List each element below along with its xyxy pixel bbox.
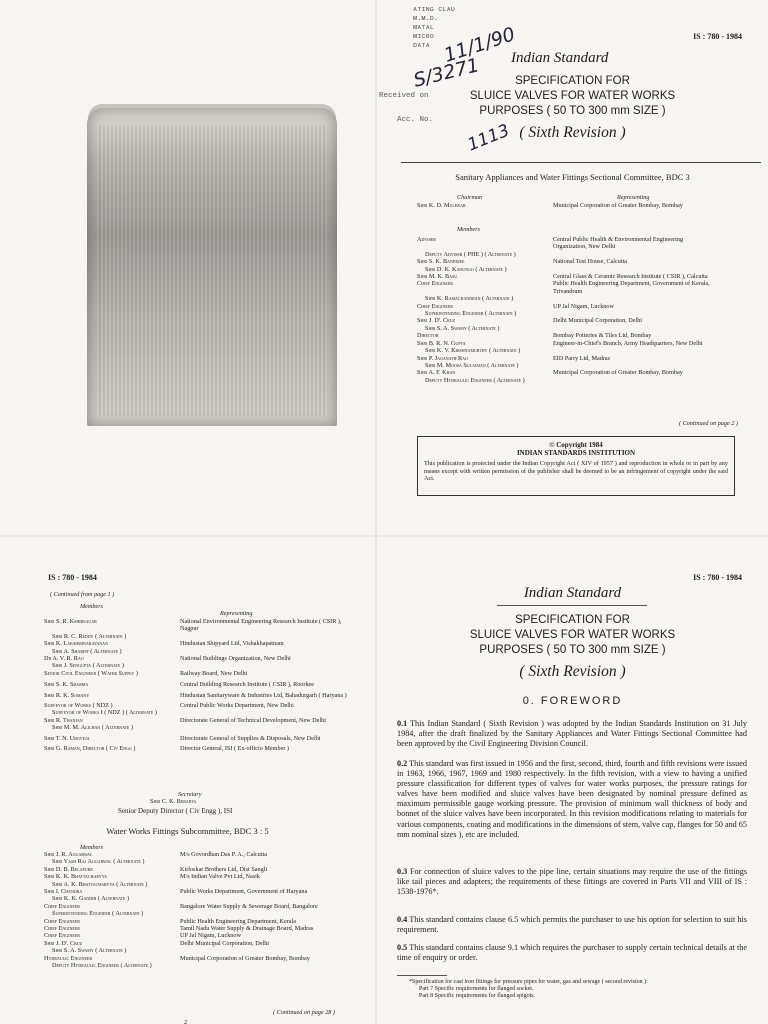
page-bottom-right: [377, 537, 768, 1024]
member-name: Shri Yash Raj Aggarwal ( Alternate ): [52, 858, 145, 866]
member-rep: Hindustan Shipyard Ltd, Vishakhapatnam: [180, 640, 284, 648]
member-name: Shri T. N. Uboveja: [44, 734, 90, 742]
secretary-name: Shri C. K. Bebarta: [150, 798, 197, 805]
member-name: Superintending Engineer ( Alternate ): [52, 910, 144, 918]
title-line-2: SLUICE VALVES FOR WATER WORKS: [469, 629, 676, 641]
member-name: Shri R. K. Somany: [44, 691, 90, 699]
member-row: [44, 947, 360, 954]
member-rep: Central Glass & Ceramic Research Institute ( CSIR ), Calcutta: [553, 273, 708, 281]
para-0-1: [397, 719, 747, 749]
member-name: Shri S. R. Kshirsagar: [44, 618, 97, 625]
member-name: Senior Civil Engineer ( Water Supply ): [44, 669, 138, 677]
page-bottom-left: [0, 537, 375, 1024]
member-row: [417, 362, 717, 369]
member-row: [417, 332, 717, 339]
stamp-acc-no: Acc. No.: [397, 116, 434, 124]
footnote: *Specification for cast iron fittings for pressure pipes for water, gas and sewage ( second revision ):: [409, 979, 648, 985]
member-name: Superintending Engineer ( Alternate ): [425, 310, 517, 318]
committee-title: Sanitary Appliances and Water Fittings Sectional Committee, BDC 3: [455, 172, 690, 182]
members-heading: Members: [80, 603, 104, 610]
member-rep: Delhi Municipal Corporation, Delhi: [180, 939, 270, 947]
copyright-line: © Copyright 1984: [549, 441, 603, 449]
member-row: [417, 325, 717, 332]
member-rep: UP Jal Nigam, Lucknow: [553, 302, 614, 310]
member-row: [44, 745, 360, 752]
para-text: This standard was first issued in 1956 and the first, second, third, fourth and fifth revisions were issued in 1963, 1966, 1967, 1969 and 1980 respectively. In the fifth revision, with a view to having a unified pressure classification for different types of valves for water works purposes, the pressure ratings for valves have been modified and sluice valves have been designated by nominal pressure defined as maximum permissible gauge working pressure. The provision of minimum wall thickness of body and bonnet of the sluice valves have been incorporated. In this revision modifications relating to materials for various components, coating and modifications in the dimensions of stem, valve cap, flanges for 50 and 65 mm nominal sizes ), etc are included.: [397, 759, 747, 839]
footnote: Part 7 Specific requirements for flanged socket.: [419, 986, 534, 992]
stamp-received: Received on: [379, 92, 429, 100]
member-rep: [188, 910, 360, 917]
divider: [401, 162, 761, 163]
member-name: Hydraulic Engineer: [44, 954, 93, 962]
sub-members-heading: Members: [80, 844, 104, 851]
handwritten-sign: 1113: [464, 120, 513, 156]
member-row: [417, 280, 717, 295]
member-name: Deputy Adviser ( PHE ) ( Alternate ): [425, 250, 516, 258]
member-name: Chief Engineer: [417, 302, 453, 310]
member-rep: Municipal Corporation of Greater Bombay, Bombay: [553, 202, 683, 209]
is-number: IS : 780 - 1984: [48, 573, 97, 582]
member-row: [44, 618, 360, 633]
member-name: Shri J. Sengupta ( Alternate ): [52, 662, 124, 670]
member-rep: Engineer-in-Chief's Branch, Army Headquarters, New Delhi: [553, 339, 703, 347]
member-row: [44, 940, 360, 947]
member-row: [44, 888, 360, 895]
member-name: Shri M. Moosa Sulaiman ( Alternate ): [425, 361, 519, 369]
copyright-text: This publication is protected under the Indian Copyright Act ( XIV of 1957 ) and reproduction in whole or in part by any means except with written permission of the publisher shall be deemed to be an infringement of copyright under the said Act.: [424, 460, 728, 483]
members-list: [417, 236, 717, 384]
para-number: 0.1: [397, 719, 408, 728]
member-rep: Hindustan Sanitaryware & Industries Ltd, Bahadurgarh ( Haryana ): [180, 691, 347, 699]
member-name: Director: [417, 332, 439, 340]
stamp-line: ᴍᴀᴛᴀʟ: [413, 24, 435, 32]
member-row: [44, 903, 360, 910]
member-row: [417, 340, 717, 347]
member-name: Shri D. K. Kanungo ( Alternate ): [425, 265, 507, 273]
continued-note: ( Continued on page 2 ): [679, 420, 738, 427]
secretary-heading: Secretary: [178, 791, 202, 798]
member-rep: Directorate General of Supplies & Disposals, New Delhi: [180, 734, 321, 742]
member-rep: [188, 947, 360, 954]
member-rep: National Environmental Engineering Research Institute ( CSIR ), Nagpur: [180, 618, 342, 633]
member-row: [44, 633, 360, 640]
para-text: This standard contains clause 6.5 which permits the purchaser to use his option for selection to suit his requirement.: [397, 915, 747, 935]
member-rep: Central Public Works Department, New Delhi: [180, 702, 294, 710]
stamp-line: ᴅᴀᴛᴀ: [413, 42, 430, 50]
member-row: [417, 347, 717, 354]
title-line-1: SPECIFICATION FOR: [515, 614, 630, 626]
member-name: Shri M. K. Basu: [417, 273, 458, 281]
handwritten-date: 11/1/90: [441, 23, 518, 67]
member-name: Shri A. K. Bhattacharyya ( Alternate ): [52, 880, 148, 888]
member-name: Deputy Hydraulic Engineer ( Alternate ): [52, 962, 152, 970]
member-row: [44, 925, 360, 932]
member-name: Chief Engineer: [44, 917, 80, 925]
member-rep: Public Health Engineering Department, Kerala: [180, 917, 296, 925]
copyright-box: [417, 436, 735, 496]
member-row: [44, 648, 360, 655]
member-row: [44, 709, 360, 716]
member-rep: [188, 633, 360, 640]
title-revision: ( Sixth Revision ): [519, 663, 626, 680]
footnotes: [397, 979, 747, 1000]
member-row: [44, 655, 360, 662]
member-rep: EID Parry Ltd, Madras: [553, 354, 611, 362]
member-name: Shri J. D'. Cruz: [417, 317, 456, 325]
member-rep: [561, 266, 717, 273]
member-name: Shri K. V. Krishnamurthy ( Alternate ): [425, 347, 521, 355]
secretary-title: Senior Deputy Director ( Civ Engg ), ISI: [118, 807, 233, 815]
member-name: Dr A. V. R. Rao: [44, 655, 84, 663]
member-row: [417, 317, 717, 324]
member-row: [417, 273, 717, 280]
member-row: [44, 858, 360, 865]
member-name: Shri D. B. Belapure: [44, 865, 93, 873]
member-rep: Municipal Corporation of Greater Bombay, Bombay: [180, 954, 310, 962]
stamp-line: ᴍ.ᴍ.ᴅ.: [413, 15, 439, 23]
representing-heading: Representing: [617, 194, 650, 201]
member-rep: M/s Govordhan Das P. A., Calcutta: [180, 851, 267, 858]
member-row: [417, 355, 717, 362]
para-0-4: [397, 915, 747, 935]
para-0-2: [397, 759, 747, 840]
member-rep: Kirloskar Brothers Ltd, Dist Sangli: [180, 865, 268, 873]
member-row: [44, 866, 360, 873]
member-name: Shri S. A. Swamy ( Alternate ): [425, 324, 500, 332]
title-indian-standard: Indian Standard: [523, 585, 622, 601]
member-name: Shri S. A. Swamy ( Alternate ): [52, 947, 127, 955]
member-name: Shri K. Ramachandran ( Alternate ): [425, 295, 514, 303]
member-rep: [561, 251, 717, 258]
member-row: [417, 258, 717, 265]
member-row: [44, 670, 360, 677]
title-indian-standard: Indian Standard: [511, 50, 609, 66]
member-row: [44, 932, 360, 939]
title-block: [377, 613, 768, 658]
member-name: Shri B. R. N. Gupta: [417, 339, 466, 347]
representing-heading: Representing: [220, 610, 253, 617]
member-row: [44, 962, 360, 969]
member-rep: M/s Indian Valve Pvt Ltd, Nasik: [180, 873, 260, 881]
member-row: [44, 717, 360, 724]
member-rep: Directorate General of Technical Development, New Delhi: [180, 716, 326, 724]
para-number: 0.5: [397, 943, 408, 952]
stamp-line: ᴀᴛɪɴɢ ᴄʟᴀᴜ: [413, 6, 456, 14]
footnote-rule: [397, 975, 447, 976]
member-row: [417, 266, 717, 273]
member-name: Chief Engineer: [417, 280, 453, 288]
member-name: Shri S. K. Banerjee: [417, 258, 465, 266]
page-top-left: [0, 0, 375, 535]
member-name: Shri I. Chandra: [44, 888, 83, 896]
footnote: Part 8 Specific requirements for flanged spigots.: [419, 993, 536, 999]
member-name: Surveyor of Works I ( NDZ ) ( Alternate ): [52, 709, 157, 717]
title-block: [377, 74, 768, 119]
member-row: [44, 681, 360, 688]
para-number: 0.3: [397, 867, 408, 876]
chairman-heading: Chairman: [457, 194, 483, 201]
title-rule: [497, 605, 647, 606]
member-name: Shri R. C. Reddy ( Alternate ): [52, 632, 127, 640]
cover-photo: [87, 108, 337, 426]
member-name: Shri J. D'. Cruz: [44, 939, 83, 947]
member-row: [44, 895, 360, 902]
member-name: Deputy Hydraulic Engineer ( Alternate ): [425, 376, 525, 384]
member-rep: [188, 724, 360, 731]
foreword-heading: 0. FOREWORD: [522, 695, 623, 707]
stamp-line: ᴍɪᴄʀᴏ: [413, 33, 435, 41]
member-rep: [188, 709, 360, 716]
para-number: 0.4: [397, 915, 408, 924]
member-row: [44, 873, 360, 880]
member-row: [417, 369, 717, 376]
para-0-3: [397, 867, 747, 897]
member-name: Chief Engineer: [44, 902, 80, 910]
member-row: [417, 303, 717, 310]
member-rep: Bombay Potteries & Tiles Ltd, Bombay: [553, 332, 652, 340]
member-row: [417, 377, 717, 384]
member-rep: [188, 858, 360, 865]
member-rep: Public Works Department, Government of Haryana: [180, 888, 308, 896]
member-rep: Municipal Corporation of Greater Bombay, Bombay: [553, 369, 683, 377]
member-rep: Bangalore Water Supply & Sewerage Board, Bangalore: [180, 902, 318, 910]
member-name: Shri K. D. Mulekar: [417, 202, 466, 209]
member-rep: [188, 962, 360, 969]
title-revision: ( Sixth Revision ): [519, 124, 626, 141]
title-line-2: SLUICE VALVES FOR WATER WORKS: [469, 90, 676, 102]
member-rep: Delhi Municipal Corporation, Delhi: [553, 317, 643, 325]
member-rep: [188, 648, 360, 655]
member-row: [44, 735, 360, 742]
member-rep: [561, 310, 717, 317]
member-rep: [561, 295, 717, 302]
member-rep: UP Jal Nigam, Lucknow: [180, 932, 241, 940]
para-text: This standard contains clause 9.1 which requires the purchaser to supply certain technical details at the time of enquiry or order.: [397, 943, 748, 963]
member-row: [44, 955, 360, 962]
member-name: Shri A. F. Khan: [417, 369, 456, 377]
handwritten-number: S/3271: [411, 54, 482, 92]
member-row: [44, 662, 360, 669]
member-name: Shri G. Raman, Director ( Civ Engg ): [44, 745, 136, 753]
member-name: Shri J. R. Aggarwal: [44, 851, 93, 858]
page-top-right: [377, 0, 768, 535]
member-row: [44, 724, 360, 731]
institution-name: INDIAN STANDARDS INSTITUTION: [516, 449, 636, 458]
member-name: Chief Engineer: [44, 925, 80, 933]
member-row: [417, 310, 717, 317]
continued-note: ( Continued on page 28 ): [272, 1009, 335, 1016]
para-number: 0.2: [397, 759, 408, 768]
members-heading: Members: [457, 226, 481, 233]
member-row: [44, 640, 360, 647]
para-text: This Indian Standard ( Sixth Revision ) was adopted by the Indian Standards Institution on 31 July 1984, after the draft finalized by the Sanitary Appliances and Water Fittings Sectional Committee had been approved by the Civil Engineering Division Council.: [397, 719, 747, 749]
para-0-5: [397, 943, 747, 963]
member-rep: [561, 362, 717, 369]
member-name: Shri K. Lakshminarayanan: [44, 640, 108, 648]
member-row: [44, 851, 360, 858]
member-rep: Central Building Research Institute ( CSIR ), Roorkee: [180, 681, 315, 689]
para-text: For connection of sluice valves to the pipe line, certain situations may require the use of the fittings like tail pieces and adapters; the requirements of these fittings are covered in Parts VII and VIII of IS : 1538-1976*.: [397, 867, 748, 897]
member-row: [44, 702, 360, 709]
is-number: IS : 780 - 1984: [693, 573, 742, 582]
chairman-row: [417, 202, 717, 209]
members-list: [44, 618, 360, 753]
member-rep: [561, 347, 717, 354]
member-rep: [188, 662, 360, 669]
member-rep: Director General, ISI ( Ex-officio Member ): [180, 745, 289, 753]
member-row: [44, 910, 360, 917]
member-name: Chief Engineer: [44, 932, 80, 940]
member-rep: National Buildings Organization, New Delhi: [180, 655, 291, 663]
member-name: Shri P. Jaganath Rao: [417, 354, 468, 362]
continued-from: ( Continued from page 1 ): [50, 591, 115, 598]
member-name: Shri K. K. Gandhi ( Alternate ): [52, 895, 130, 903]
title-line-3: PURPOSES ( 50 TO 300 mm SIZE ): [479, 105, 666, 117]
title-line-3: PURPOSES ( 50 TO 300 mm SIZE ): [479, 644, 666, 656]
title-line-1: SPECIFICATION FOR: [515, 75, 630, 87]
member-name: Shri R. Thanjan: [44, 716, 83, 724]
member-name: Shri S. K. Sharma: [44, 681, 89, 689]
page-number: 2: [184, 1019, 188, 1024]
member-row: [44, 918, 360, 925]
member-rep: [188, 895, 360, 902]
member-rep: National Test House, Calcutta: [553, 258, 628, 266]
member-name: Shri M. M. Alichan ( Alternate ): [52, 724, 134, 732]
member-row: [417, 295, 717, 302]
member-name: Surveyor of Works ( NDZ ): [44, 702, 113, 710]
member-rep: Public Health Engineering Department, Government of Kerala, Trivandrum: [553, 280, 710, 295]
member-row: [44, 881, 360, 888]
member-rep: [561, 377, 717, 384]
member-rep: [188, 881, 360, 888]
is-number: IS : 780 - 1984: [693, 32, 742, 41]
member-rep: Tamil Nadu Water Supply & Drainage Board, Madras: [180, 925, 314, 933]
subcommittee-title: Water Works Fittings Subcommittee, BDC 3 : 5: [106, 826, 269, 836]
member-rep: [561, 325, 717, 332]
member-name: Adviser: [417, 236, 436, 243]
sub-members-list: [44, 851, 360, 970]
member-row: [417, 251, 717, 258]
member-name: Shri A. Shariff ( Alternate ): [52, 647, 122, 655]
member-row: [417, 236, 717, 251]
member-rep: Central Public Health & Environmental Engineering Organization, New Delhi: [553, 236, 684, 251]
member-name: Shri K. K. Bhattacharyya: [44, 873, 108, 881]
member-row: [44, 692, 360, 699]
member-rep: Railway Board, New Delhi: [180, 669, 248, 677]
